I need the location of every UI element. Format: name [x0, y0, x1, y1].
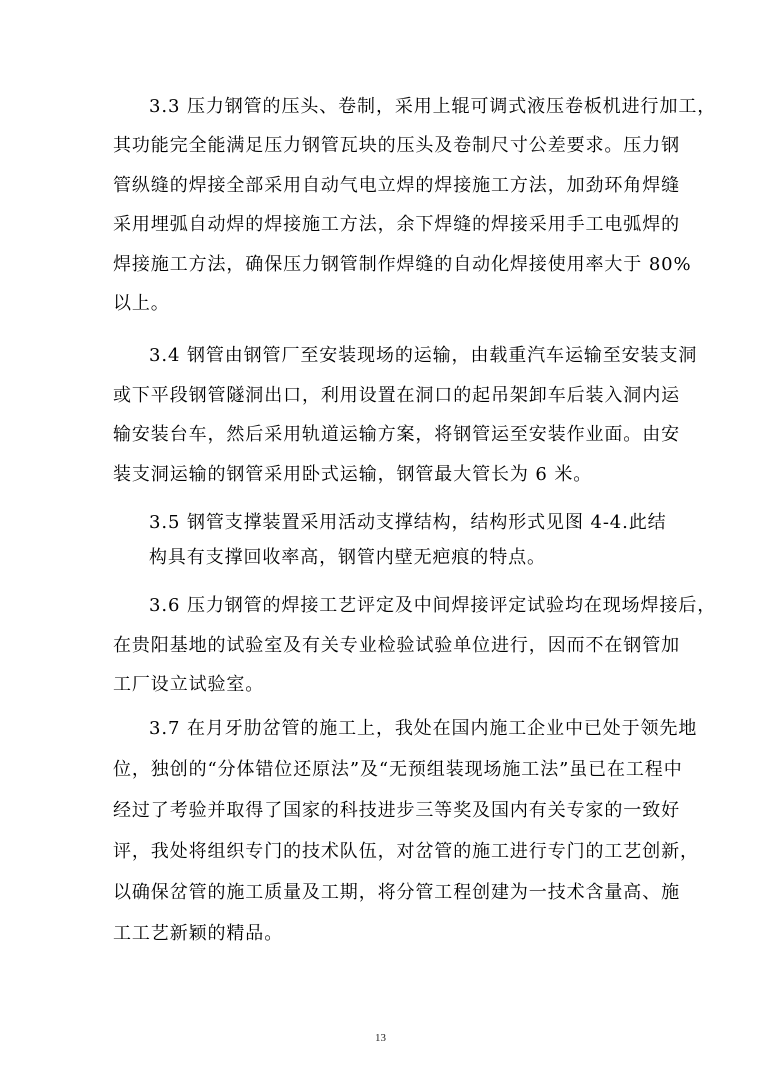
section-3-3-line-1: 3.3 压力钢管的压头、卷制，采用上辊可调式液压卷板机进行加工，: [149, 96, 717, 117]
section-3-7-line-5: 以确保岔管的施工质量及工期，将分管工程创建为一技术含量高、施: [113, 882, 680, 903]
section-3-4-line-1: 3.4 钢管由钢管厂至安装现场的运输，由载重汽车运输至安装支洞: [149, 345, 698, 366]
section-3-3-line-2: 其功能完全能满足压力钢管瓦块的压头及卷制尺寸公差要求。压力钢: [113, 135, 680, 156]
section-3-4-line-2: 或下平段钢管隧洞出口，利用设置在洞口的起吊架卸车后装入洞内运: [113, 385, 680, 406]
section-3-7-line-3: 经过了考验并取得了国家的科技进步三等奖及国内有关专家的一致好: [113, 800, 680, 821]
section-3-6-line-2: 在贵阳基地的试验室及有关专业检验试验单位进行，因而不在钢管加: [113, 635, 680, 656]
section-3-7-line-1: 3.7 在月牙肋岔管的施工上，我处在国内施工企业中已处于领先地: [149, 718, 698, 739]
section-3-3-line-6: 以上。: [113, 293, 170, 314]
section-3-5-line-2: 构具有支撑回收率高，钢管内壁无疤痕的特点。: [149, 547, 546, 568]
section-3-3-line-3: 管纵缝的焊接全部采用自动气电立焊的焊接施工方法，加劲环角焊缝: [113, 175, 680, 196]
section-3-6-line-3: 工厂设立试验室。: [113, 674, 265, 695]
section-3-7-line-4: 评，我处将组织专门的技术队伍，对岔管的施工进行专门的工艺创新，: [113, 841, 699, 862]
section-3-6-line-1: 3.6 压力钢管的焊接工艺评定及中间焊接评定试验均在现场焊接后，: [149, 595, 717, 616]
section-3-3-line-4: 采用埋弧自动焊的焊接施工方法，余下焊缝的焊接采用手工电弧焊的: [113, 214, 680, 235]
section-3-3-line-5: 焊接施工方法，确保压力钢管制作焊缝的自动化焊接使用率大于 80%: [113, 254, 692, 275]
section-3-4-line-4: 装支洞运输的钢管采用卧式运输，钢管最大管长为 6 米。: [113, 464, 593, 485]
page-number: 13: [375, 1032, 386, 1044]
section-3-7-line-6: 工工艺新颖的精品。: [113, 923, 284, 944]
section-3-7-line-2: 位，独创的“分体错位还原法”及“无预组装现场施工法”虽已在工程中: [113, 759, 683, 780]
section-3-5-line-1: 3.5 钢管支撑装置采用活动支撑结构，结构形式见图 4-4.此结: [149, 512, 667, 533]
section-3-4-line-3: 输安装台车，然后采用轨道运输方案，将钢管运至安装作业面。由安: [113, 424, 680, 445]
